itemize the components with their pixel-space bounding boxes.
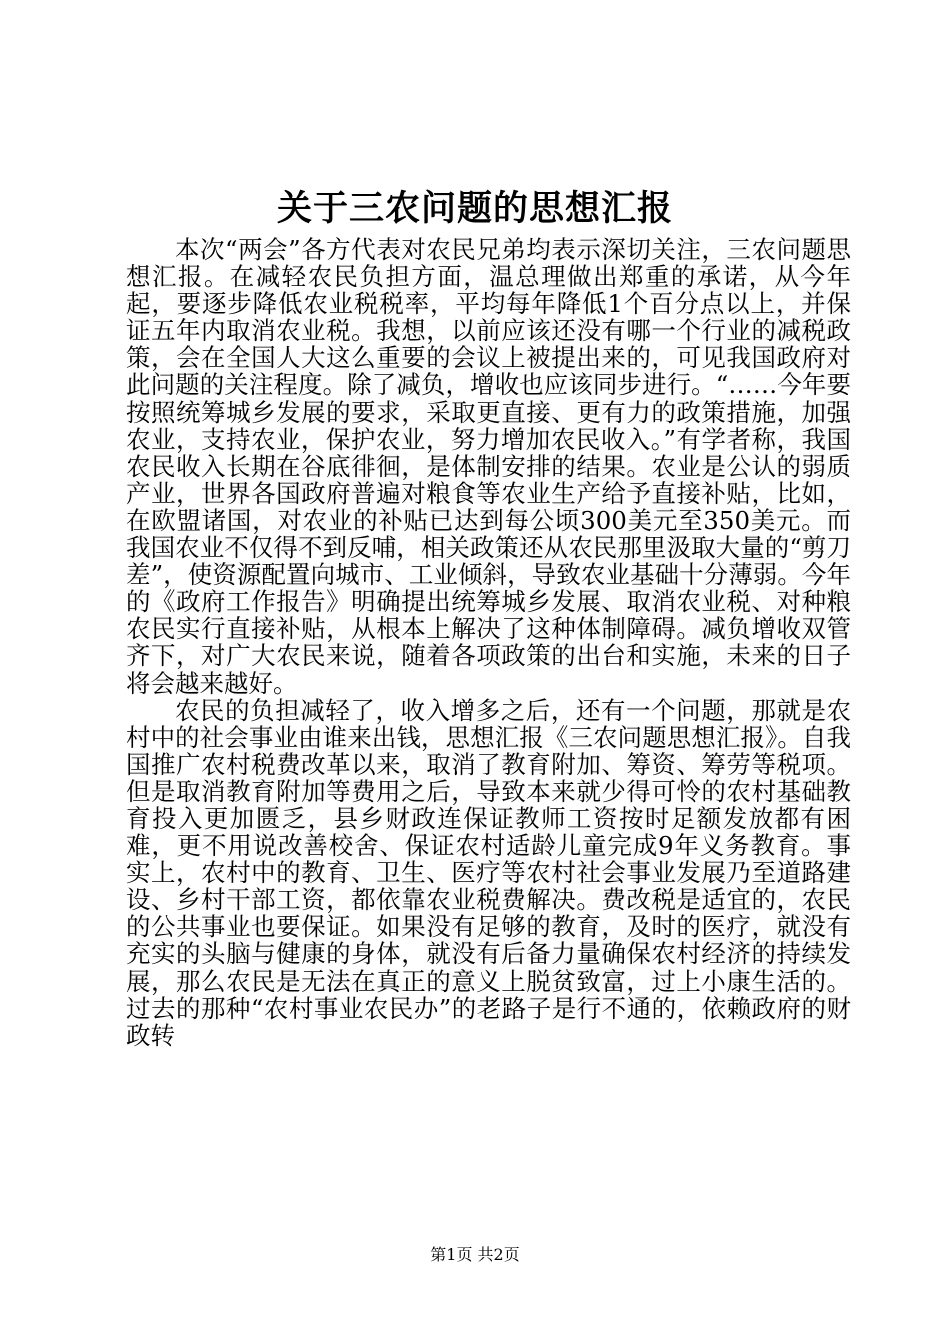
- page-number: 第1页 共2页: [430, 1245, 520, 1264]
- paragraph: 本次“两会”各方代表对农民兄弟均表示深切关注，三农问题思想汇报。在减轻农民负担方面，温总理做出郑重的承诺，从今年起，要逐步降低农业税税率，平均每年降低1个百分点以上，并保证五年内取消农业税。我想，以前应该还没有哪一个行业的减税政策，会在全国人大这么重要的会议上被提出来的，可见我国政府对此问题的关注程度。除了减负，增收也应该同步进行。“……今年要按照统筹城乡发展的要求，采取更直接、更有力的政策措施，加强农业，支持农业，保护农业，努力增加农民收入。”有学者称，我国农民收入长期在谷底徘徊，是体制安排的结果。农业是公认的弱质产业，世界各国政府普遍对粮食等农业生产给予直接补贴，比如，在欧盟诸国，对农业的补贴已达到每公顷300美元至350美元。而我国农业不仅得不到反哺，相关政策还从农民那里汲取大量的“剪刀差”，使资源配置向城市、工业倾斜，导致农业基础十分薄弱。今年的《政府工作报告》明确提出统筹城乡发展、取消农业税、对种粮农民实行直接补贴，从根本上解决了这种体制障碍。减负增收双管齐下，对广大农民来说，随着各项政策的出台和实施，未来的日子将会越来越好。: [126, 235, 851, 698]
- paragraph: 农民的负担减轻了，收入增多之后，还有一个问题，那就是农村中的社会事业由谁来出钱，思想汇报《三农问题思想汇报》。自我国推广农村税费改革以来，取消了教育附加、筹资、筹劳等税项。但是取消教育附加等费用之后，导致本来就少得可怜的农村基础教育投入更加匮乏，县乡财政连保证教师工资按时足额发放都有困难，更不用说改善校舍、保证农村适龄儿童完成9年义务教育。事实上，农村中的教育、卫生、医疗等农村社会事业发展乃至道路建设、乡村干部工资，都依靠农业税费解决。费改税是适宜的，农民的公共事业也要保证。如果没有足够的教育，及时的医疗，就没有充实的头脑与健康的身体，就没有后备力量确保农村经济的持续发展，那么农民是无法在真正的意义上脱贫致富，过上小康生活的。过去的那种“农村事业农民办”的老路子是行不通的，依赖政府的财政转: [126, 695, 851, 1050]
- document-title: 关于三农问题的思想汇报: [276, 188, 673, 229]
- document-body: [126, 236, 851, 1049]
